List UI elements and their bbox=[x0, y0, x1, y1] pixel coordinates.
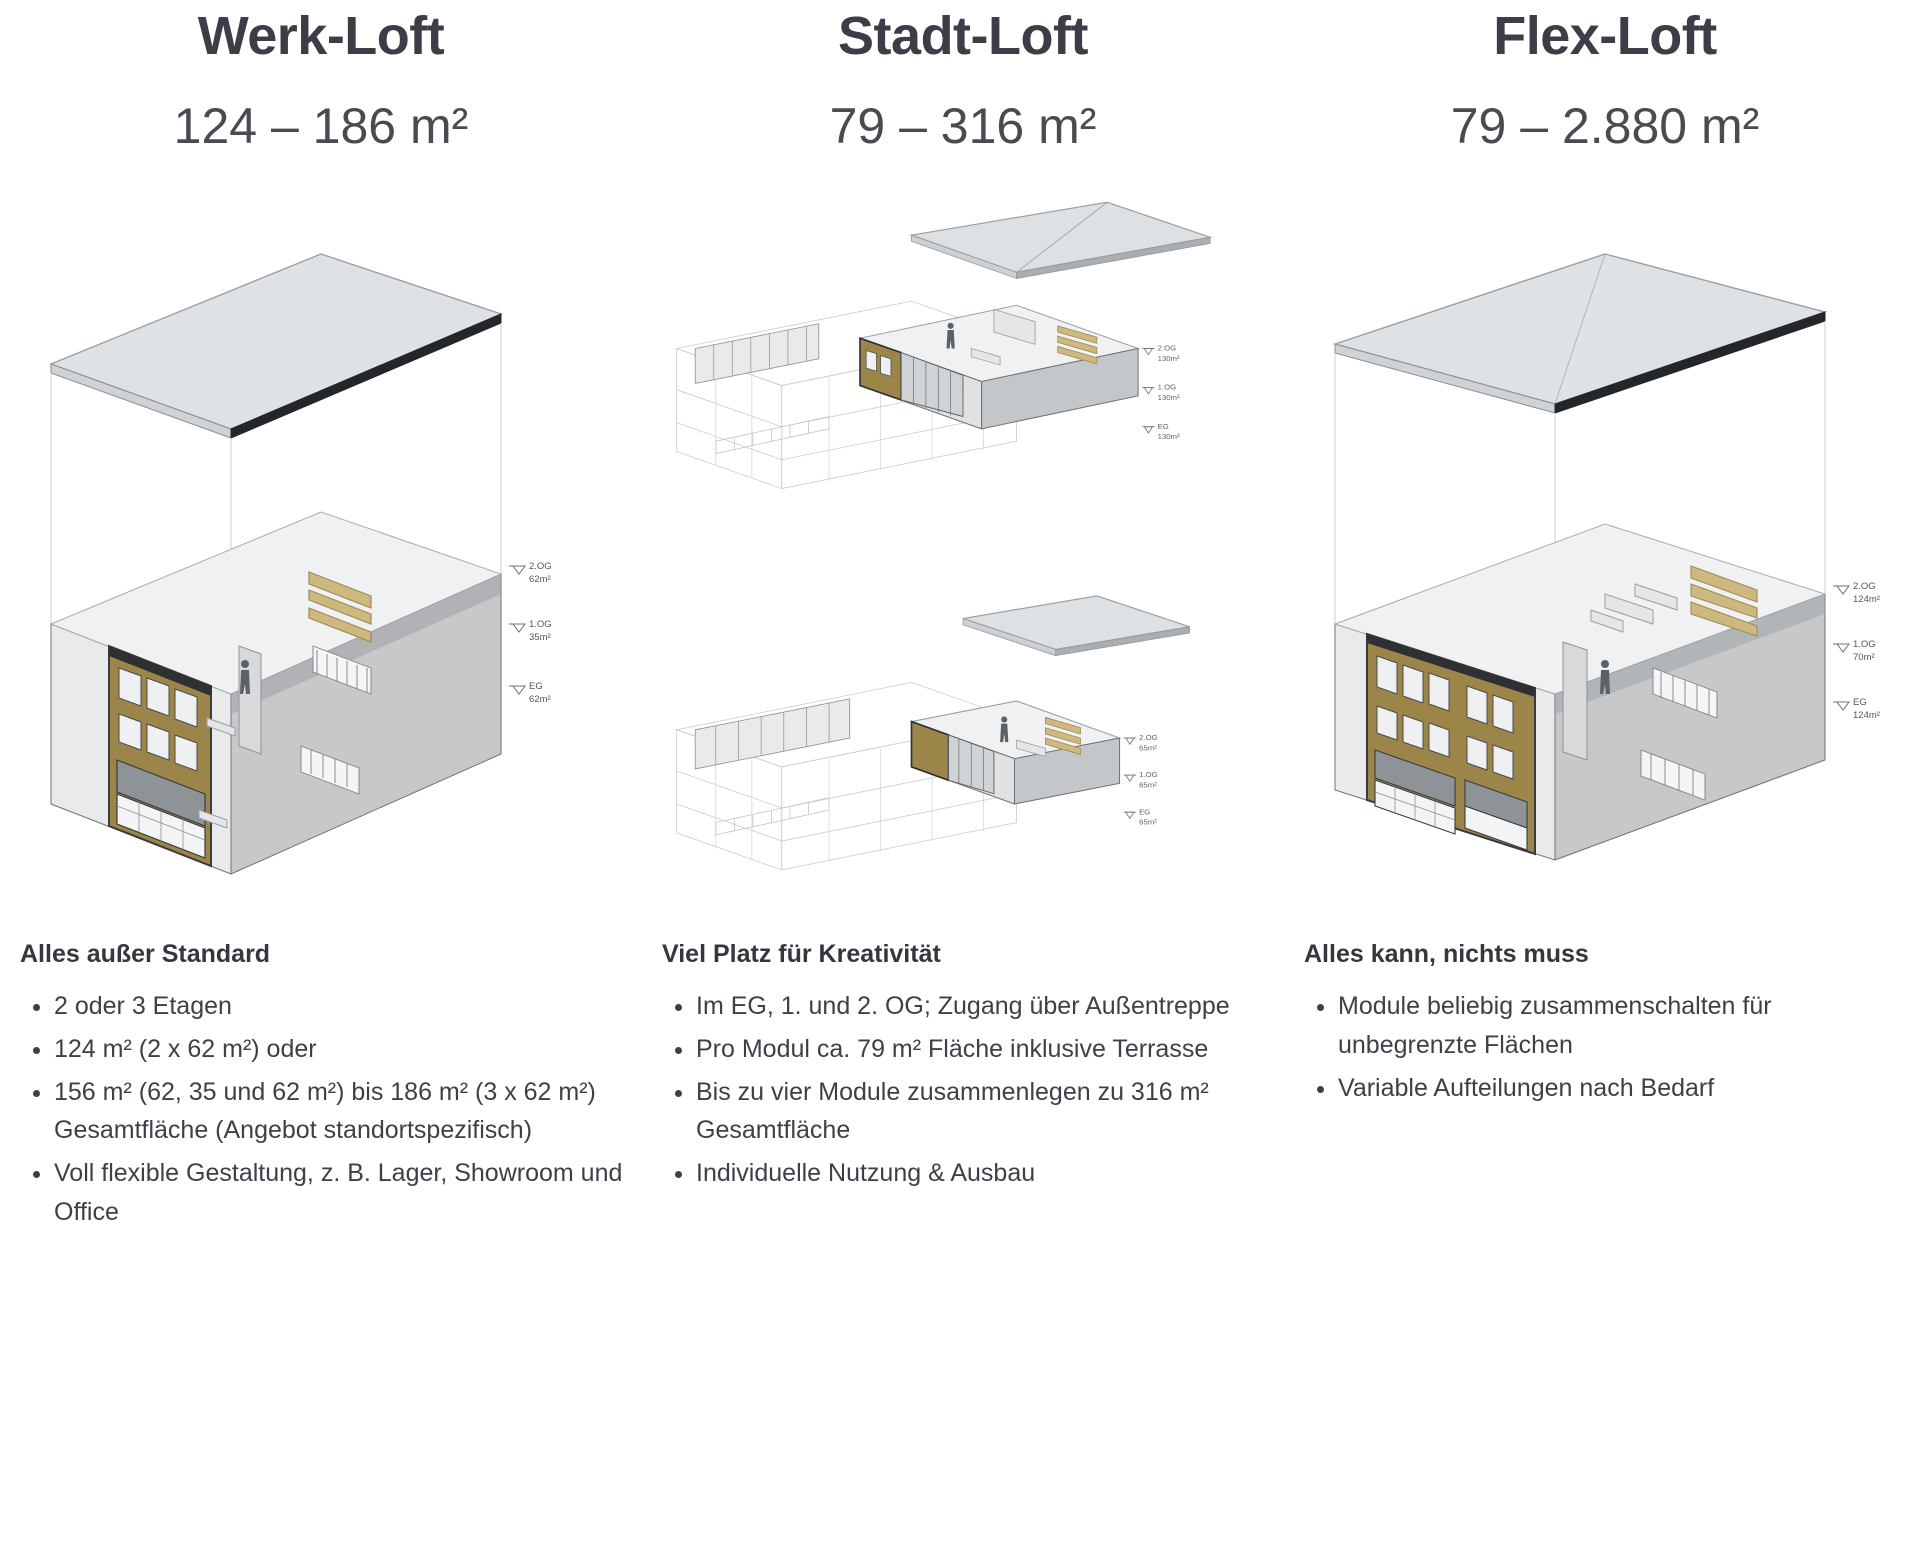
level-name: 1.OG bbox=[529, 619, 552, 631]
level-value: 62m² bbox=[529, 694, 551, 706]
level-value: 124m² bbox=[1853, 594, 1880, 606]
roof-slab bbox=[51, 254, 501, 438]
page-title-flex: Flex-Loft bbox=[1493, 6, 1717, 66]
list-item: • 156 m² (62, 35 und 62 m²) bis 186 m² (3 x 62 m²) Gesamtfläche (Angebot standortspezifisch) bbox=[54, 1073, 630, 1151]
level-value: 130m² bbox=[1157, 393, 1180, 403]
description-list bbox=[20, 987, 630, 1232]
illustration-stadt-top bbox=[654, 194, 1272, 565]
level-markers-stadt-top bbox=[1142, 344, 1180, 442]
highlighted-module bbox=[912, 701, 1120, 804]
level-value: 130m² bbox=[1157, 432, 1180, 442]
list-item: • Pro Modul ca. 79 m² Fläche inklusive Terrasse bbox=[696, 1030, 1272, 1069]
level-value: 70m² bbox=[1853, 652, 1875, 664]
page-title-stadt: Stadt-Loft bbox=[838, 6, 1088, 66]
list-item: • 2 oder 3 Etagen bbox=[54, 987, 630, 1026]
loft-column-stadt bbox=[642, 0, 1284, 1236]
illustration-stadt-bottom bbox=[654, 565, 1272, 936]
level-name: 2.OG bbox=[529, 561, 552, 573]
isometric-building-werk bbox=[12, 194, 630, 914]
level-name: EG bbox=[529, 681, 543, 693]
level-marker-1og bbox=[1833, 639, 1876, 663]
description-stadt bbox=[654, 940, 1272, 1193]
isometric-building-stadt-top bbox=[654, 194, 1272, 565]
level-name: 1.OG bbox=[1853, 639, 1876, 651]
glazed-band bbox=[695, 324, 819, 384]
level-name: EG bbox=[1853, 697, 1867, 709]
list-item: • Bis zu vier Module zusammenlegen zu 316 m² Gesamtfläche bbox=[696, 1073, 1272, 1151]
level-marker-2og bbox=[509, 561, 552, 585]
area-range-flex: 79 – 2.880 m² bbox=[1450, 98, 1760, 155]
level-name: 1.OG bbox=[1139, 770, 1158, 780]
level-value: 65m² bbox=[1139, 743, 1157, 753]
level-markers-werk bbox=[509, 561, 552, 705]
level-value: 35m² bbox=[529, 632, 551, 644]
level-marker-1og bbox=[509, 619, 552, 643]
illustration-flex bbox=[1296, 194, 1914, 914]
level-markers-stadt-bottom bbox=[1124, 733, 1158, 826]
page-title-werk: Werk-Loft bbox=[197, 6, 445, 66]
description-heading: Alles außer Standard bbox=[20, 940, 271, 969]
level-marker-eg bbox=[509, 681, 551, 705]
level-name: 2.OG bbox=[1157, 343, 1177, 353]
area-range-werk: 124 – 186 m² bbox=[173, 98, 469, 155]
level-name: EG bbox=[1139, 807, 1151, 817]
level-value: 65m² bbox=[1139, 817, 1157, 827]
list-item: • Individuelle Nutzung & Ausbau bbox=[696, 1154, 1272, 1193]
description-list bbox=[662, 987, 1272, 1193]
roof-slab bbox=[912, 202, 1211, 278]
level-value: 65m² bbox=[1139, 780, 1157, 790]
description-list bbox=[1304, 987, 1914, 1107]
level-value: 124m² bbox=[1853, 710, 1880, 722]
description-werk bbox=[12, 940, 630, 1232]
description-heading: Alles kann, nichts muss bbox=[1304, 940, 1589, 969]
list-item: • Voll flexible Gestaltung, z. B. Lager, Showroom und Office bbox=[54, 1154, 630, 1232]
list-item: • Variable Aufteilungen nach Bedarf bbox=[1338, 1069, 1914, 1108]
list-item: • 124 m² (2 x 62 m²) oder bbox=[54, 1030, 630, 1069]
level-name: 2.OG bbox=[1853, 581, 1876, 593]
list-item: • Module beliebig zusammenschalten für unbegrenzte Flächen bbox=[1338, 987, 1914, 1065]
level-name: EG bbox=[1157, 421, 1169, 431]
loft-column-werk bbox=[0, 0, 642, 1236]
glazed-band bbox=[695, 699, 849, 769]
description-heading: Viel Platz für Kreativität bbox=[662, 940, 941, 969]
level-name: 1.OG bbox=[1157, 382, 1177, 392]
list-item: • Im EG, 1. und 2. OG; Zugang über Außentreppe bbox=[696, 987, 1272, 1026]
level-marker-eg bbox=[1833, 697, 1880, 721]
area-range-stadt: 79 – 316 m² bbox=[829, 98, 1097, 155]
facade-front bbox=[109, 646, 211, 866]
isometric-building-stadt-bottom bbox=[654, 565, 1272, 936]
level-value: 62m² bbox=[529, 574, 551, 586]
level-marker-2og bbox=[1833, 581, 1880, 605]
loft-column-flex bbox=[1284, 0, 1926, 1236]
level-value: 130m² bbox=[1157, 353, 1180, 363]
description-flex bbox=[1296, 940, 1914, 1107]
highlighted-module bbox=[860, 305, 1138, 429]
illustration-stadt bbox=[654, 194, 1272, 914]
isometric-building-flex bbox=[1296, 194, 1914, 914]
roof-slab bbox=[1335, 254, 1825, 413]
level-name: 2.OG bbox=[1139, 732, 1158, 742]
level-markers-flex bbox=[1833, 581, 1880, 721]
roof-slab bbox=[963, 596, 1190, 656]
illustration-werk bbox=[12, 194, 630, 914]
